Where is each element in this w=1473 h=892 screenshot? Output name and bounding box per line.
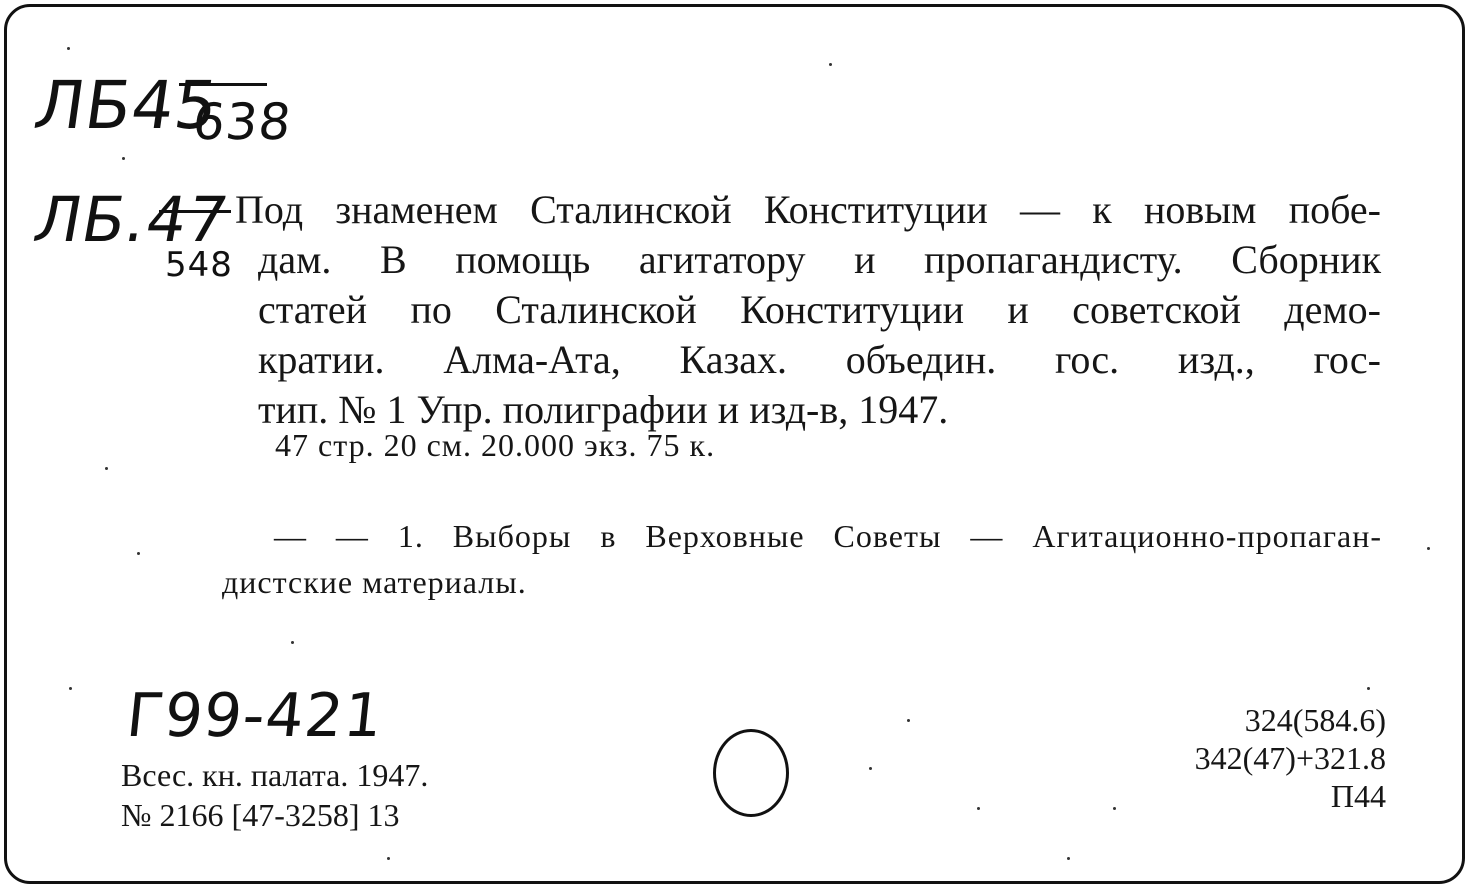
scan-speck xyxy=(122,157,125,160)
bibliographic-entry xyxy=(235,185,1381,435)
entry-line: дам. В помощь агитатору и пропагандисту. Сборник xyxy=(258,237,1381,282)
entry-line: кратии. Алма-Ата, Казах. объедин. гос. изд., гос- xyxy=(258,337,1381,382)
shelfmark-primary-denominator: 638 xyxy=(189,93,295,151)
shelfmark-secondary: ЛБ.47 xyxy=(28,183,235,256)
classification-codes xyxy=(1195,701,1386,815)
entry-line: тип. № 1 Упр. полиграфии и изд-в, 1947. xyxy=(258,387,949,432)
scan-speck xyxy=(829,63,832,66)
entry-line: Под знаменем Сталинской Конституции — к новым побе- xyxy=(235,187,1381,232)
book-chamber-line: № 2166 [47-3258] 13 xyxy=(121,797,400,833)
subject-tracing xyxy=(222,513,1382,605)
scan-speck xyxy=(387,857,390,860)
scan-speck xyxy=(1067,857,1070,860)
shelfmark-secondary-fraction-line xyxy=(159,210,231,213)
classification-line: 324(584.6) xyxy=(1244,702,1386,738)
shelfmark-secondary-denominator: 548 xyxy=(165,245,233,285)
scan-speck xyxy=(1113,807,1116,810)
tracing-line: дистские материалы. xyxy=(222,564,527,600)
book-chamber-line: Всес. кн. палата. 1947. xyxy=(121,757,429,793)
scan-speck xyxy=(1427,547,1430,550)
scan-speck xyxy=(137,552,140,555)
classification-line: П44 xyxy=(1330,778,1386,814)
scan-speck xyxy=(291,641,294,644)
scan-speck xyxy=(67,47,70,50)
entry-line: статей по Сталинской Конституции и советской демо- xyxy=(258,287,1381,332)
shelfmark-primary-fraction-line xyxy=(179,83,267,86)
scan-speck xyxy=(69,687,72,690)
catalog-card xyxy=(4,4,1465,884)
book-chamber-info xyxy=(121,755,428,835)
scan-speck xyxy=(1367,687,1370,690)
tracing-line: — — 1. Выборы в Верховные Советы — Агитационно-пропаган- xyxy=(274,518,1382,554)
collation-line: 47 стр. 20 см. 20.000 экз. 75 к. xyxy=(275,427,716,463)
scan-speck xyxy=(869,767,872,770)
scan-speck xyxy=(907,719,910,722)
shelfmark-primary: ЛБ45 xyxy=(29,67,224,144)
punch-hole xyxy=(713,729,789,817)
scan-speck xyxy=(105,467,108,470)
scan-speck xyxy=(977,807,980,810)
classification-line: 342(47)+321.8 xyxy=(1194,740,1386,776)
inventory-number: Г99-421 xyxy=(123,681,387,751)
